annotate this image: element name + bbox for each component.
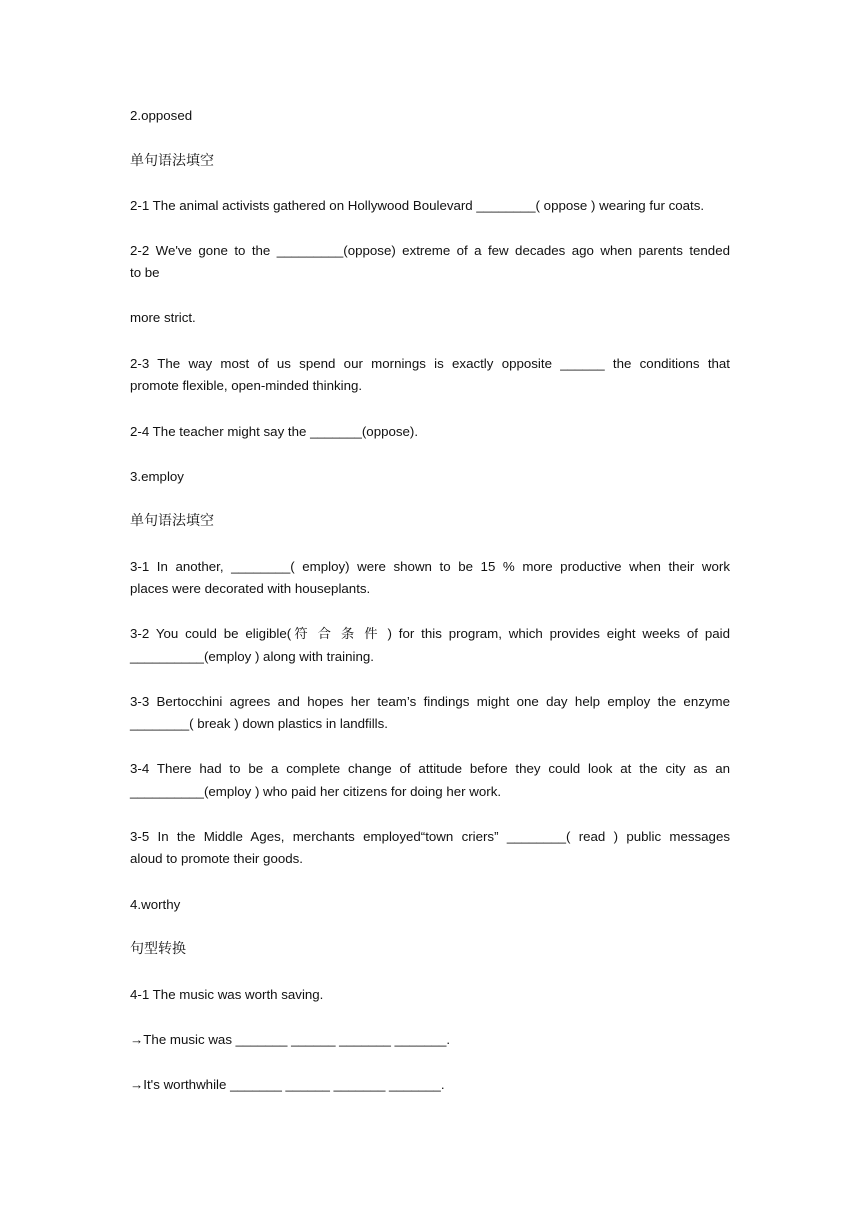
question-2-2-continued-2: more strict. bbox=[130, 310, 196, 325]
question-2-3: 2-3 The way most of us spend our mornings is exactly opposite ______ the conditions that bbox=[130, 356, 730, 371]
question-3-1: 3-1 In another, ________( employ) were shown to be 15 % more productive when their work bbox=[130, 559, 730, 574]
question-3-5: 3-5 In the Middle Ages, merchants employed“town criers” ________( read ) public messages bbox=[130, 829, 730, 844]
exercise-type-label: 句型转换 bbox=[130, 941, 186, 957]
exercise-type-label: 单句语法填空 bbox=[130, 513, 214, 529]
question-2-3-continued: promote flexible, open-minded thinking. bbox=[130, 378, 363, 393]
question-3-1-continued: places were decorated with houseplants. bbox=[130, 581, 371, 596]
question-2-1: 2-1 The animal activists gathered on Hollywood Boulevard ________( oppose ) wearing fur coats. bbox=[130, 198, 705, 213]
question-3-4-continued: __________(employ ) who paid her citizens for doing her work. bbox=[130, 784, 502, 799]
question-3-3: 3-3 Bertocchini agrees and hopes her team’s findings might one day help employ the enzyme bbox=[130, 694, 730, 709]
section-heading-2: 2.opposed bbox=[130, 108, 193, 123]
document-page bbox=[130, 0, 730, 1216]
question-3-2: 3-2 You could be eligible(符 合 条 件 ) for this program, which provides eight weeks of paid bbox=[130, 626, 730, 641]
question-2-4: 2-4 The teacher might say the _______(oppose). bbox=[130, 424, 419, 439]
question-3-4: 3-4 There had to be a complete change of attitude before they could look at the city as an bbox=[130, 761, 730, 776]
question-3-5-continued: aloud to promote their goods. bbox=[130, 851, 303, 866]
rewrite-line-2: →It's worthwhile _______ ______ _______ _______. bbox=[130, 1077, 445, 1092]
question-2-2-continued: to be bbox=[130, 265, 160, 280]
question-3-2-continued: __________(employ ) along with training. bbox=[130, 649, 374, 664]
question-4-1: 4-1 The music was worth saving. bbox=[130, 987, 324, 1002]
section-heading-3: 3.employ bbox=[130, 469, 184, 484]
exercise-type-label: 单句语法填空 bbox=[130, 153, 214, 169]
rewrite-line-1: →The music was _______ ______ _______ _______. bbox=[130, 1032, 451, 1047]
question-3-3-continued: ________( break ) down plastics in landfills. bbox=[130, 716, 388, 731]
section-heading-4: 4.worthy bbox=[130, 897, 181, 912]
question-2-2: 2-2 We've gone to the _________(oppose) extreme of a few decades ago when parents tended bbox=[130, 243, 730, 258]
